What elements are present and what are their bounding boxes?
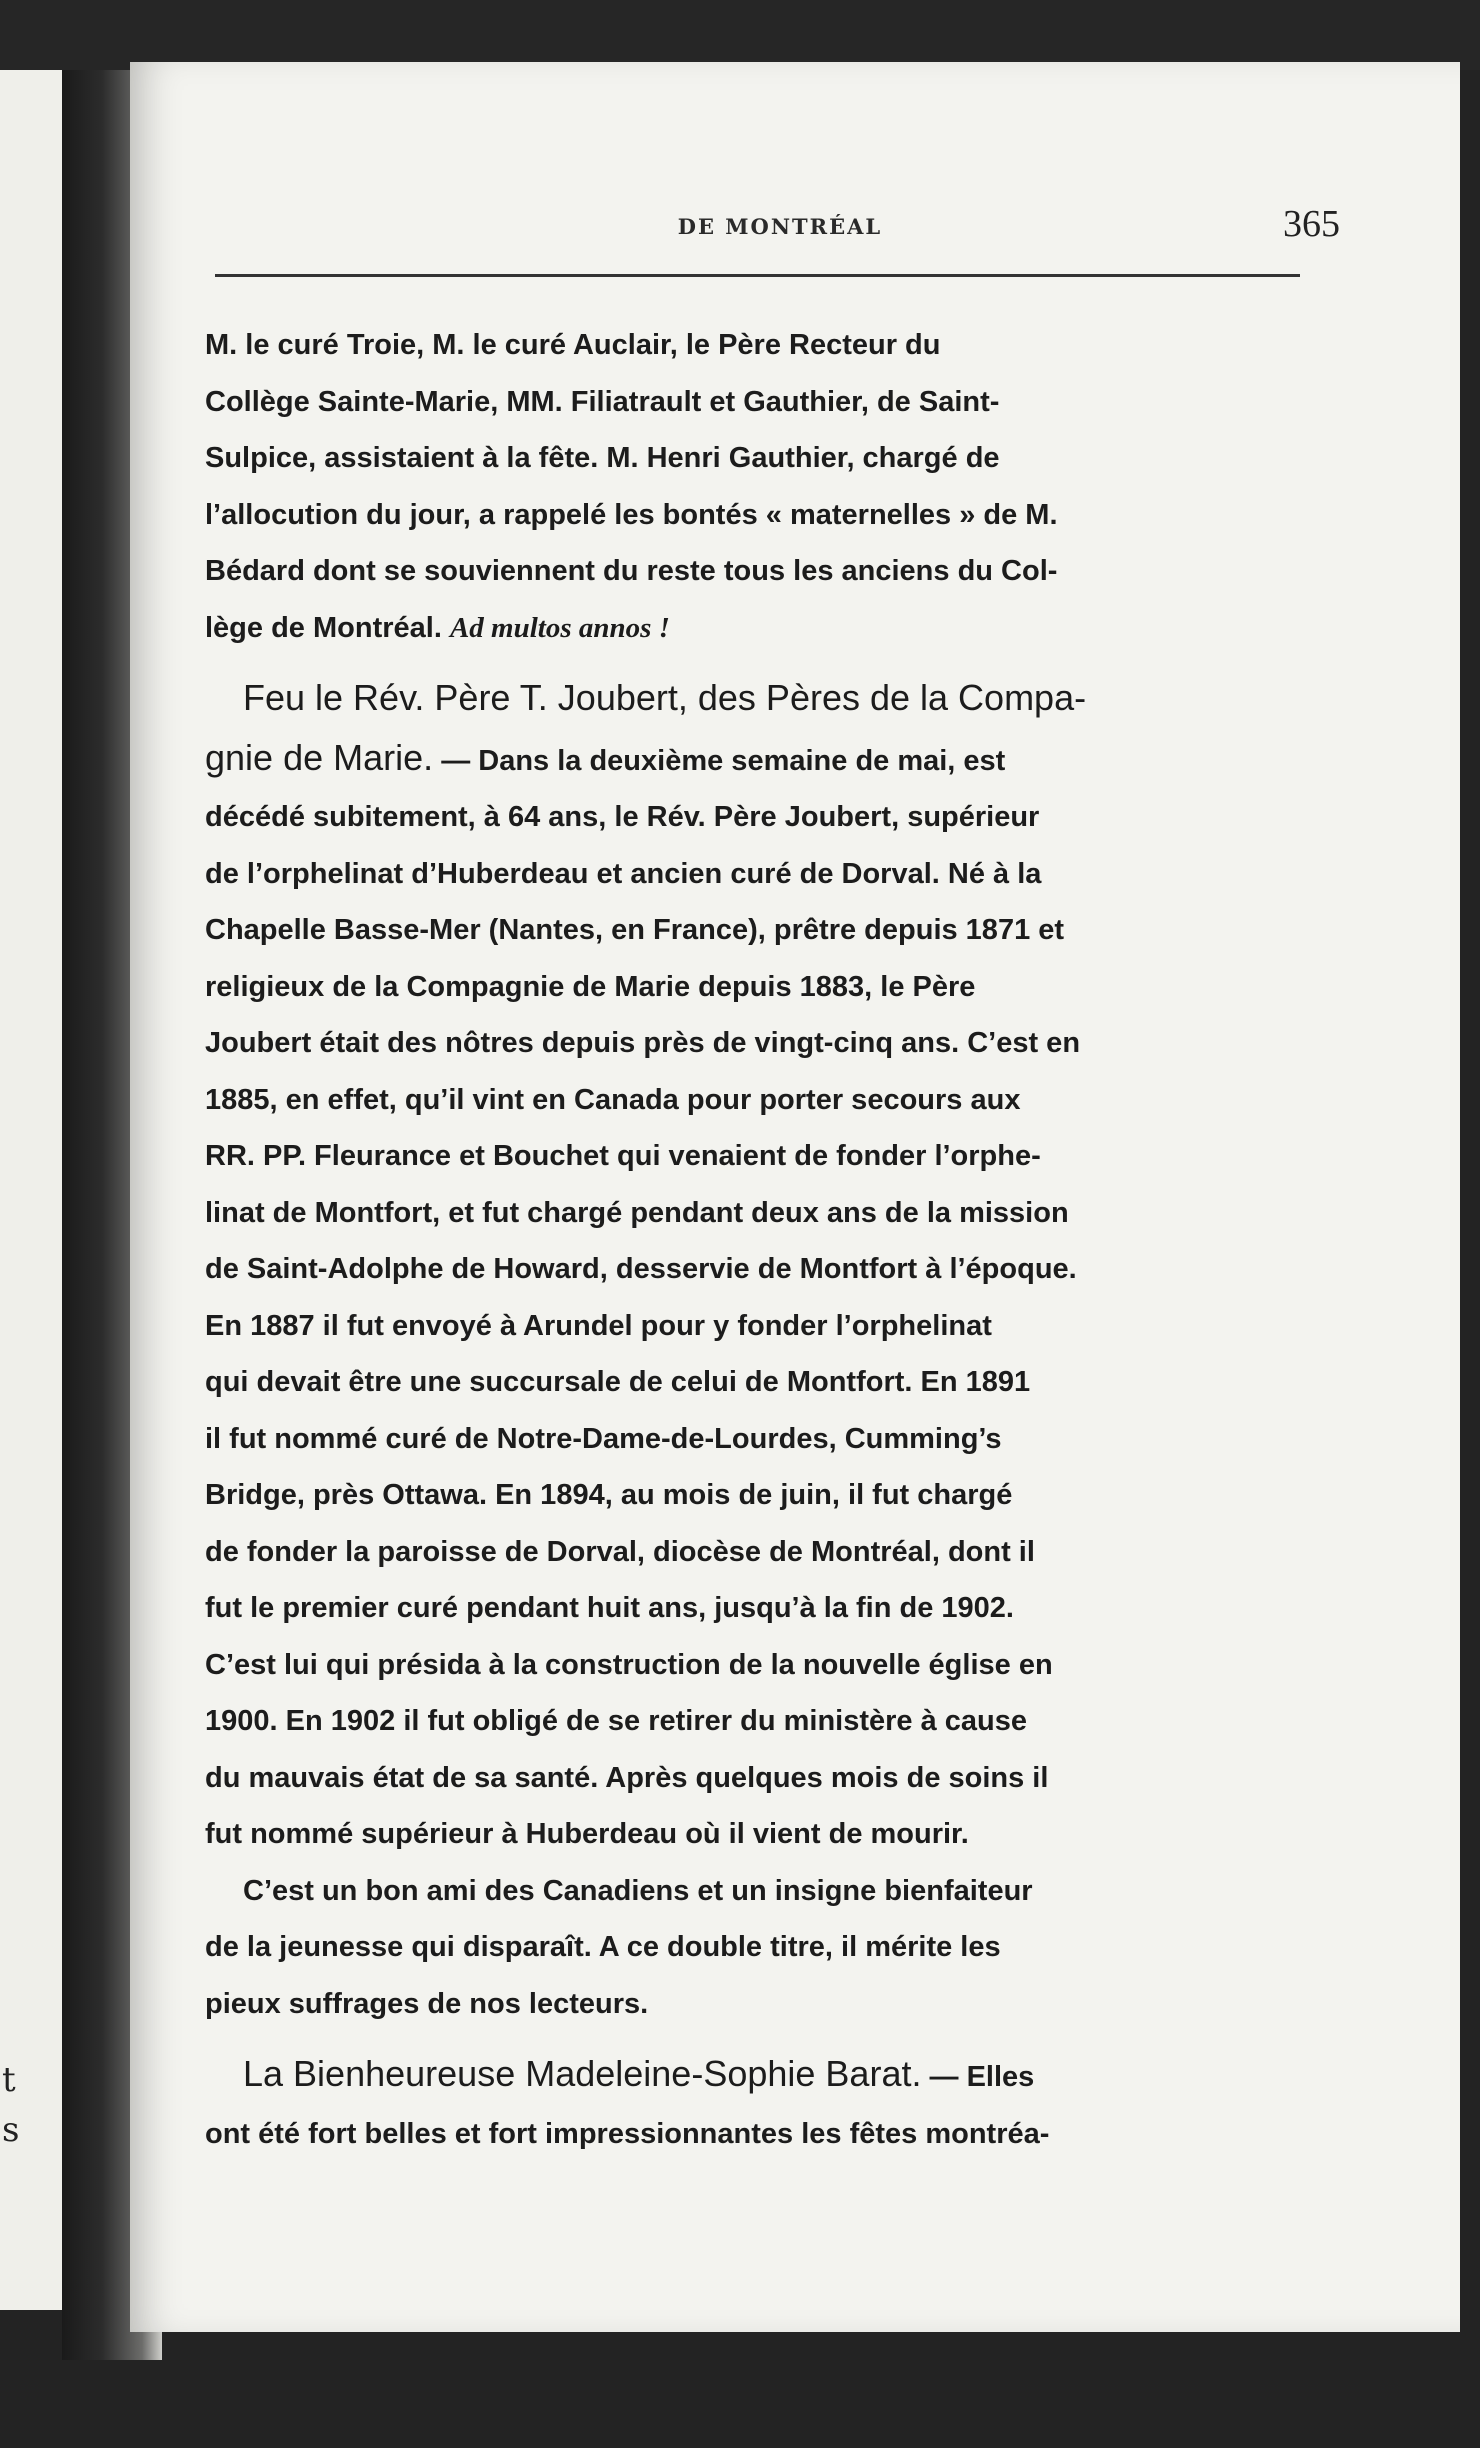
- text-line: décédé subitement, à 64 ans, le Rév. Père Joubert, supérieur: [205, 801, 1040, 833]
- text-line: linat de Montfort, et fut chargé pendant deux ans de la mission: [205, 1196, 1069, 1229]
- text-line: de la jeunesse qui disparaît. A ce double titre, il mérite les: [205, 1931, 1001, 1963]
- text-line: Collège Sainte-Marie, MM. Filiatrault et Gauthier, de Saint-: [205, 385, 1000, 418]
- page-number: 365: [1283, 203, 1340, 245]
- adjacent-page-strip: [0, 70, 62, 2310]
- section-heading: Feu le Rév. Père T. Joubert, des Pères de la Compa-: [243, 677, 1087, 718]
- text-line: qui devait être une succursale de celui de Montfort. En 1891: [205, 1366, 1031, 1398]
- text-line: — Elles: [921, 2061, 1035, 2093]
- text-line: l’allocution du jour, a rappelé les bontés « maternelles » de M.: [205, 498, 1058, 531]
- text-line: Bridge, près Ottawa. En 1894, au mois de juin, il fut chargé: [205, 1479, 1013, 1511]
- text-line: religieux de la Compagnie de Marie depuis 1883, le Père: [205, 970, 976, 1003]
- paragraph-3: [205, 1863, 1317, 2033]
- page-header: [190, 202, 1370, 262]
- text-line: Chapelle Basse-Mer (Nantes, en France), prêtre depuis 1871 et: [205, 914, 1065, 946]
- body-text: [205, 317, 1317, 2162]
- text-line: Sulpice, assistaient à la fête. M. Henri Gauthier, chargé de: [205, 442, 1000, 474]
- text-line: Joubert était des nôtres depuis près de vingt-cinq ans. C’est en: [205, 1027, 1081, 1059]
- margin-fragment: t: [2, 2060, 16, 2100]
- text-line: C’est un bon ami des Canadiens et un insigne bienfaiteur: [243, 1874, 1033, 1907]
- text-line: — Dans la deuxième semaine de mai, est: [433, 744, 1006, 777]
- text-line: ont été fort belles et fort impressionnantes les fêtes montréa-: [205, 2117, 1050, 2150]
- section-heading: La Bienheureuse Madeleine-Sophie Barat.: [243, 2053, 922, 2094]
- text-line: RR. PP. Fleurance et Bouchet qui venaient de fonder l’orphe-: [205, 1140, 1041, 1172]
- text-line: lège de Montréal.: [205, 611, 450, 644]
- paragraph-4: [205, 2046, 1317, 2162]
- paragraph-2: [205, 670, 1317, 1863]
- text-line: fut nommé supérieur à Huberdeau où il vient de mourir.: [205, 1818, 969, 1850]
- text-line: 1885, en effet, qu’il vint en Canada pour porter secours aux: [205, 1083, 1021, 1116]
- book-page: [130, 62, 1460, 2332]
- text-line: 1900. En 1902 il fut obligé de se retirer du ministère à cause: [205, 1705, 1028, 1737]
- latin-phrase: Ad multos annos !: [449, 611, 670, 644]
- text-line: de Saint-Adolphe de Howard, desservie de Montfort à l’époque.: [205, 1253, 1077, 1285]
- text-line: du mauvais état de sa santé. Après quelques mois de soins il: [205, 1761, 1049, 1794]
- header-rule: [215, 274, 1300, 277]
- text-line: pieux suffrages de nos lecteurs.: [205, 1987, 649, 2020]
- text-line: Bédard dont se souviennent du reste tous les anciens du Col-: [205, 555, 1058, 587]
- text-line: fut le premier curé pendant huit ans, jusqu’à la fin de 1902.: [205, 1592, 1014, 1624]
- text-line: En 1887 il fut envoyé à Arundel pour y fonder l’orphelinat: [205, 1309, 992, 1342]
- paragraph-1: [205, 317, 1317, 656]
- scanner-border: [0, 0, 1480, 70]
- running-head: DE MONTRÉAL: [677, 214, 883, 239]
- section-heading-cont: gnie de Marie.: [205, 736, 434, 778]
- text-line: C’est lui qui présida à la construction de la nouvelle église en: [205, 1648, 1053, 1681]
- text-line: de fonder la paroisse de Dorval, diocèse de Montréal, dont il: [205, 1535, 1035, 1568]
- text-line: de l’orphelinat d’Huberdeau et ancien curé de Dorval. Né à la: [205, 857, 1042, 890]
- margin-fragment: s: [2, 2110, 20, 2150]
- text-line: M. le curé Troie, M. le curé Auclair, le Père Recteur du: [205, 329, 941, 361]
- text-line: il fut nommé curé de Notre-Dame-de-Lourdes, Cumming’s: [205, 1422, 1002, 1455]
